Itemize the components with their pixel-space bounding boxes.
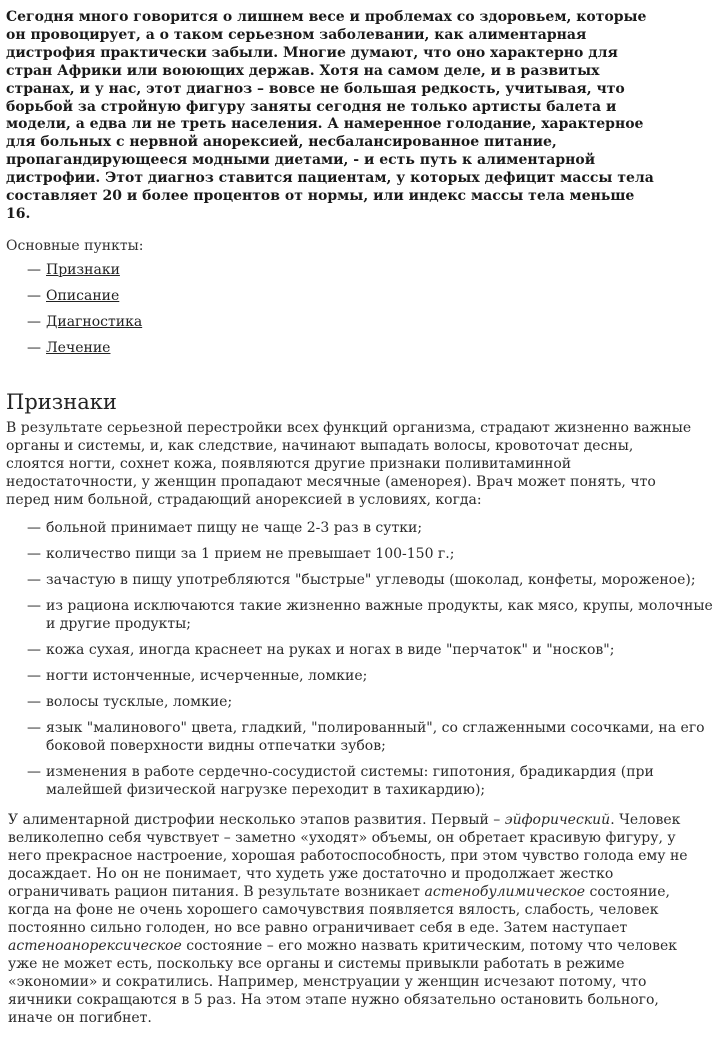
text-fragment: иначе он погибнет.	[8, 1009, 152, 1026]
dash-bullet: —	[27, 667, 41, 684]
text-line: из рациона исключаются такие жизненно важные продукты, как мясо, крупы, молочные	[46, 597, 713, 614]
sign-item	[0, 719, 705, 755]
stages-paragraph	[0, 807, 688, 1027]
toc-link[interactable]: Диагностика	[46, 313, 143, 330]
stage-term: астенобулимическое	[424, 883, 586, 900]
text-fragment: когда на фоне не очень хорошего самочувствия появляется вялость, слабость, человек	[8, 901, 659, 918]
text-fragment: ограничивать рацион питания. В результате возникает	[8, 883, 425, 900]
text-line	[8, 1009, 638, 1027]
sign-item	[0, 597, 713, 633]
text-fragment: него прекрасное настроение, хорошая работоспособность, при этом чувство голода ему не	[8, 847, 688, 864]
sign-text	[46, 571, 696, 589]
sign-item	[0, 667, 638, 685]
dash-bullet: —	[27, 313, 41, 330]
intro-paragraph	[0, 0, 654, 224]
sign-text	[46, 763, 654, 799]
text-line: для больных с нервной анорексией, несбалансированное питание,	[6, 134, 557, 151]
text-line: больной принимает пищу не чаще 2-3 раз в сутки;	[46, 519, 423, 536]
text-line: изменения в работе сердечно-сосудистой системы: гипотония, брадикардия (при	[46, 763, 654, 780]
text-line: ногти истонченные, исчерченные, ломкие;	[46, 667, 368, 684]
dash-bullet: —	[27, 571, 41, 588]
text-fragment: постоянно сильно голоден, но все равно ограничивает себя в еде. Затем наступает	[8, 919, 628, 936]
text-line	[8, 937, 678, 955]
stage-term: эйфорический	[504, 811, 611, 828]
toc-item	[0, 313, 638, 331]
dash-bullet: —	[27, 261, 41, 278]
toc-item	[0, 261, 638, 279]
toc-list	[0, 255, 638, 357]
text-line	[8, 865, 638, 883]
sign-text	[46, 545, 638, 563]
text-fragment: великолепно себя чувствует – заметно «уходят» объемы, он обретает красивую фигуру, у	[8, 829, 676, 846]
stage-term: астеноанорексическое	[8, 937, 182, 954]
text-line: странах, и у нас, этот диагноз – вовсе не большая редкость, учитывая, что	[6, 80, 625, 97]
toc-link[interactable]: Признаки	[46, 261, 120, 278]
text-line: боковой поверхности видны отпечатки зубов;	[46, 737, 386, 754]
toc-link[interactable]: Описание	[46, 287, 120, 304]
text-fragment: . Человек	[610, 811, 681, 828]
text-fragment: уже не может есть, поскольку все органы и системы привыкли работать в режиме	[8, 955, 625, 972]
text-line	[8, 883, 670, 901]
dash-bullet: —	[27, 545, 41, 562]
text-line	[8, 901, 659, 919]
text-line: слоятся ногти, сохнет кожа, появляются другие признаки поливитаминной	[6, 455, 572, 472]
text-fragment: досаждает. Но он не понимает, что худеть уже достаточно и продолжает жестко	[8, 865, 614, 882]
text-line	[8, 829, 676, 847]
text-line: перед ним больной, страдающий анорексией в условиях, когда:	[6, 491, 482, 508]
sign-item	[0, 693, 638, 711]
text-line: недостаточности, у женщин пропадают месячные (аменорея). Врач может понять, что	[6, 473, 656, 490]
sign-item	[0, 545, 638, 563]
toc-item	[0, 339, 638, 357]
text-line	[8, 973, 647, 991]
section-heading: Признаки	[6, 389, 117, 414]
text-line: органы и системы, и, как следствие, начинают выпадать волосы, кровоточат десны,	[6, 437, 634, 454]
text-line: составляет 20 и более процентов от нормы, или индекс массы тела меньше	[6, 188, 635, 205]
dash-bullet: —	[27, 339, 41, 356]
text-line	[8, 991, 659, 1009]
text-line: пропагандирующееся модными диетами, - и есть путь к алиментарной	[6, 152, 596, 169]
sign-item	[0, 641, 638, 659]
section-paragraph	[0, 415, 692, 509]
sign-item	[0, 763, 654, 799]
text-fragment: «экономии» и сократились. Например, менструации у женщин исчезают потому, что	[8, 973, 647, 990]
text-line: дистрофия практически забыли. Многие думают, что оно характерно для	[6, 44, 618, 61]
text-line: кожа сухая, иногда краснеет на руках и ногах в виде "перчаток" и "носков";	[46, 641, 615, 658]
text-line: и другие продукты;	[46, 615, 191, 632]
text-line: язык "малинового" цвета, гладкий, "полированный", со сглаженными сосочками, на его	[46, 719, 705, 736]
dash-bullet: —	[27, 763, 41, 780]
text-line: зачастую в пищу употребляются "быстрые" углеводы (шоколад, конфеты, мороженое);	[46, 571, 696, 588]
sign-item	[0, 519, 638, 537]
sign-text	[46, 597, 713, 633]
text-line: малейшей физической нагрузке переходит в тахикардию);	[46, 781, 486, 798]
dash-bullet: —	[27, 693, 41, 710]
text-fragment: У алиментарной дистрофии несколько этапов развития. Первый –	[8, 811, 505, 828]
sign-text	[46, 719, 705, 755]
text-line: Сегодня много говорится о лишнем весе и проблемах со здоровьем, которые	[6, 9, 647, 25]
text-line: количество пищи за 1 прием не превышает 100-150 г.;	[46, 545, 455, 562]
toc-title: Основные пункты:	[6, 237, 144, 254]
signs-list	[0, 509, 713, 799]
toc-item	[0, 287, 638, 305]
sign-text	[46, 667, 638, 685]
text-line: 16.	[6, 205, 31, 222]
dash-bullet: —	[27, 641, 41, 658]
dash-bullet: —	[27, 719, 41, 736]
sign-text	[46, 519, 638, 537]
sign-text	[46, 641, 638, 659]
text-line: борьбой за стройную фигуру заняты сегодня не только артисты балета и	[6, 98, 617, 115]
dash-bullet: —	[27, 519, 41, 536]
text-fragment: состояние – его можно назвать критическим, потому что человек	[181, 937, 678, 954]
text-line: волосы тусклые, ломкие;	[46, 693, 233, 710]
toc-link[interactable]: Лечение	[46, 339, 111, 356]
text-line: модели, а едва ли не треть населения. А намеренное голодание, характерное	[6, 116, 644, 133]
text-line	[8, 919, 638, 937]
text-line: стран Африки или воюющих держав. Хотя на самом деле, и в развитых	[6, 62, 600, 79]
sign-item	[0, 571, 696, 589]
dash-bullet: —	[27, 597, 41, 614]
sign-text	[46, 693, 638, 711]
text-fragment: состояние,	[585, 883, 670, 900]
text-line: он провоцирует, а о таком серьезном заболевании, как алиментарная	[6, 26, 587, 43]
text-line: В результате серьезной перестройки всех функций организма, страдают жизненно важные	[6, 419, 692, 436]
text-line	[8, 847, 688, 865]
dash-bullet: —	[27, 287, 41, 304]
text-line	[8, 955, 638, 973]
text-line	[8, 811, 681, 829]
text-fragment: яичники сокращаются в 5 раз. На этом этапе нужно обязательно остановить больного,	[8, 991, 659, 1008]
text-line: дистрофии. Этот диагноз ставится пациентам, у которых дефицит массы тела	[6, 170, 654, 187]
